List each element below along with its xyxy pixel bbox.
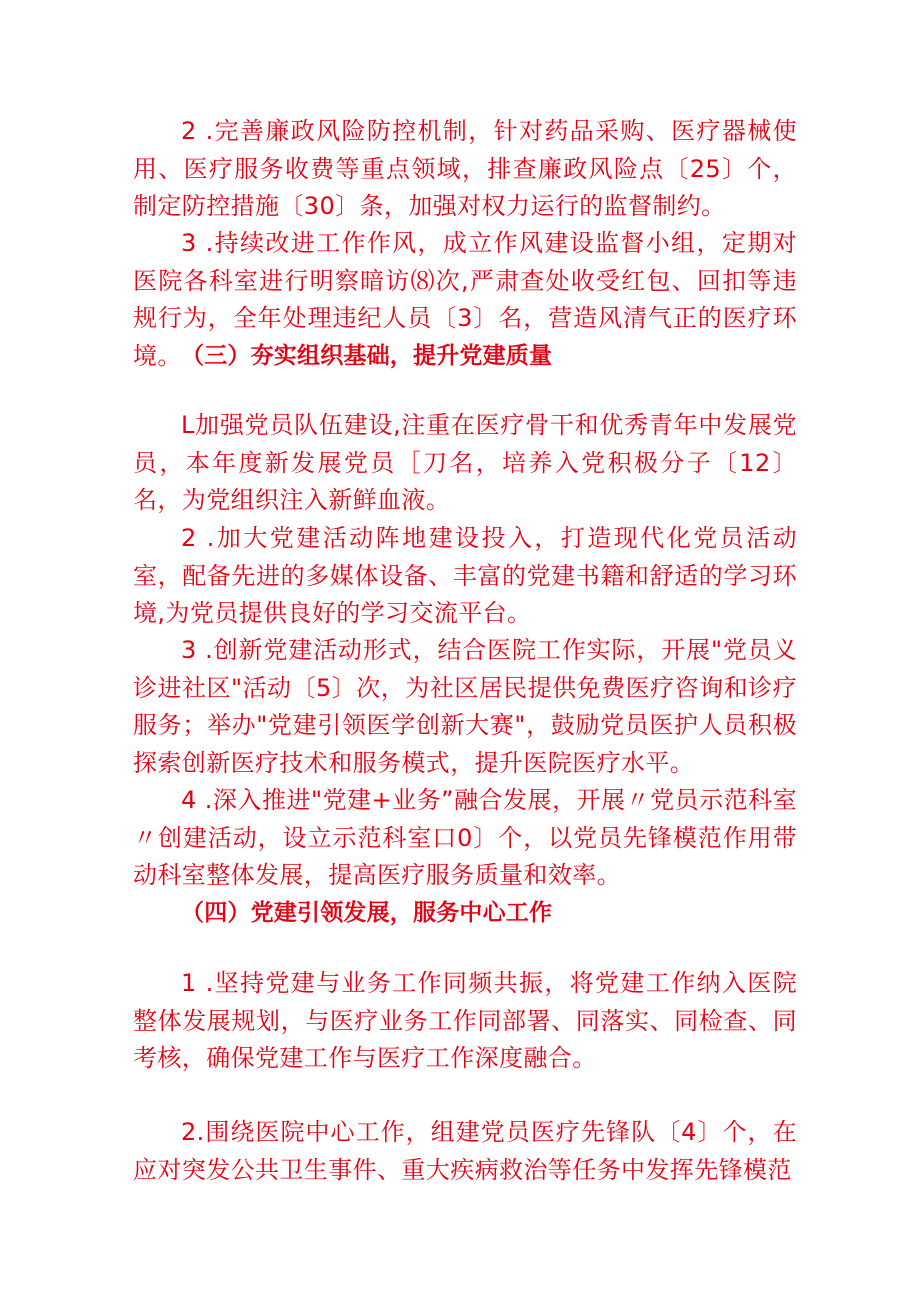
paragraph-activity-forms: 3 .创新党建活动形式，结合医院工作实际，开展"党员义诊进社区"活动〔5〕次，为社区居民提供免费医疗咨询和诊疗服务；举办"党建引领医学创新大赛"，鼓励党员医护人员积极探索创新医疗技术和服务模式，提升医院医疗水平。 xyxy=(133,636,797,777)
paragraph-vanguard-team: 2.围绕医院中心工作，组建党员医疗先锋队〔4〕个，在应对突发公共卫生事件、重大疾病救治等任务中发挥先锋模范 xyxy=(133,1118,797,1184)
section-heading-4: （四）党建引领发展，服务中心工作 xyxy=(181,900,553,926)
paragraph-member-team: L加强党员队伍建设,注重在医疗骨干和优秀青年中发展党员，本年度新发展党员［刀名，培养入党积极分子〔12〕名，为党组织注入新鲜血液。 xyxy=(133,411,797,514)
paragraph-activity-venue: 2 .加大党建活动阵地建设投入，打造现代化党员活动室，配备先进的多媒体设备、丰富的党建书籍和舒适的学习环境,为党员提供良好的学习交流平台。 xyxy=(133,524,797,627)
paragraph-party-business: 4 .深入推进"党建+业务”融合发展，开展〃党员示范科室〃创建活动，设立示范科室口0〕个，以党员先锋模范作用带动科室整体发展，提高医疗服务质量和效率。 xyxy=(133,786,797,889)
paragraph-work-style: 3 .持续改进工作作风，成立作风建设监督小组，定期对医院各科室进行明察暗访⑻次,严肃查处收受红包、回扣等违规行为，全年处理违纪人员〔3〕名，营造风清气正的医疗环境。 xyxy=(133,229,797,370)
section-heading-3: （三）夯实组织基础，提升党建质量 xyxy=(181,343,553,369)
paragraph-resonance: 1 .坚持党建与业务工作同频共振，将党建工作纳入医院整体发展规划，与医疗业务工作同部署、同落实、同检查、同考核，确保党建工作与医疗工作深度融合。 xyxy=(133,969,797,1072)
paragraph-integrity-risk: 2 .完善廉政风险防控机制，针对药品采购、医疗器械使用、医疗服务收费等重点领域，排查廉政风险点〔25〕个，制定防控措施〔30〕条，加强对权力运行的监督制约。 xyxy=(133,117,797,220)
